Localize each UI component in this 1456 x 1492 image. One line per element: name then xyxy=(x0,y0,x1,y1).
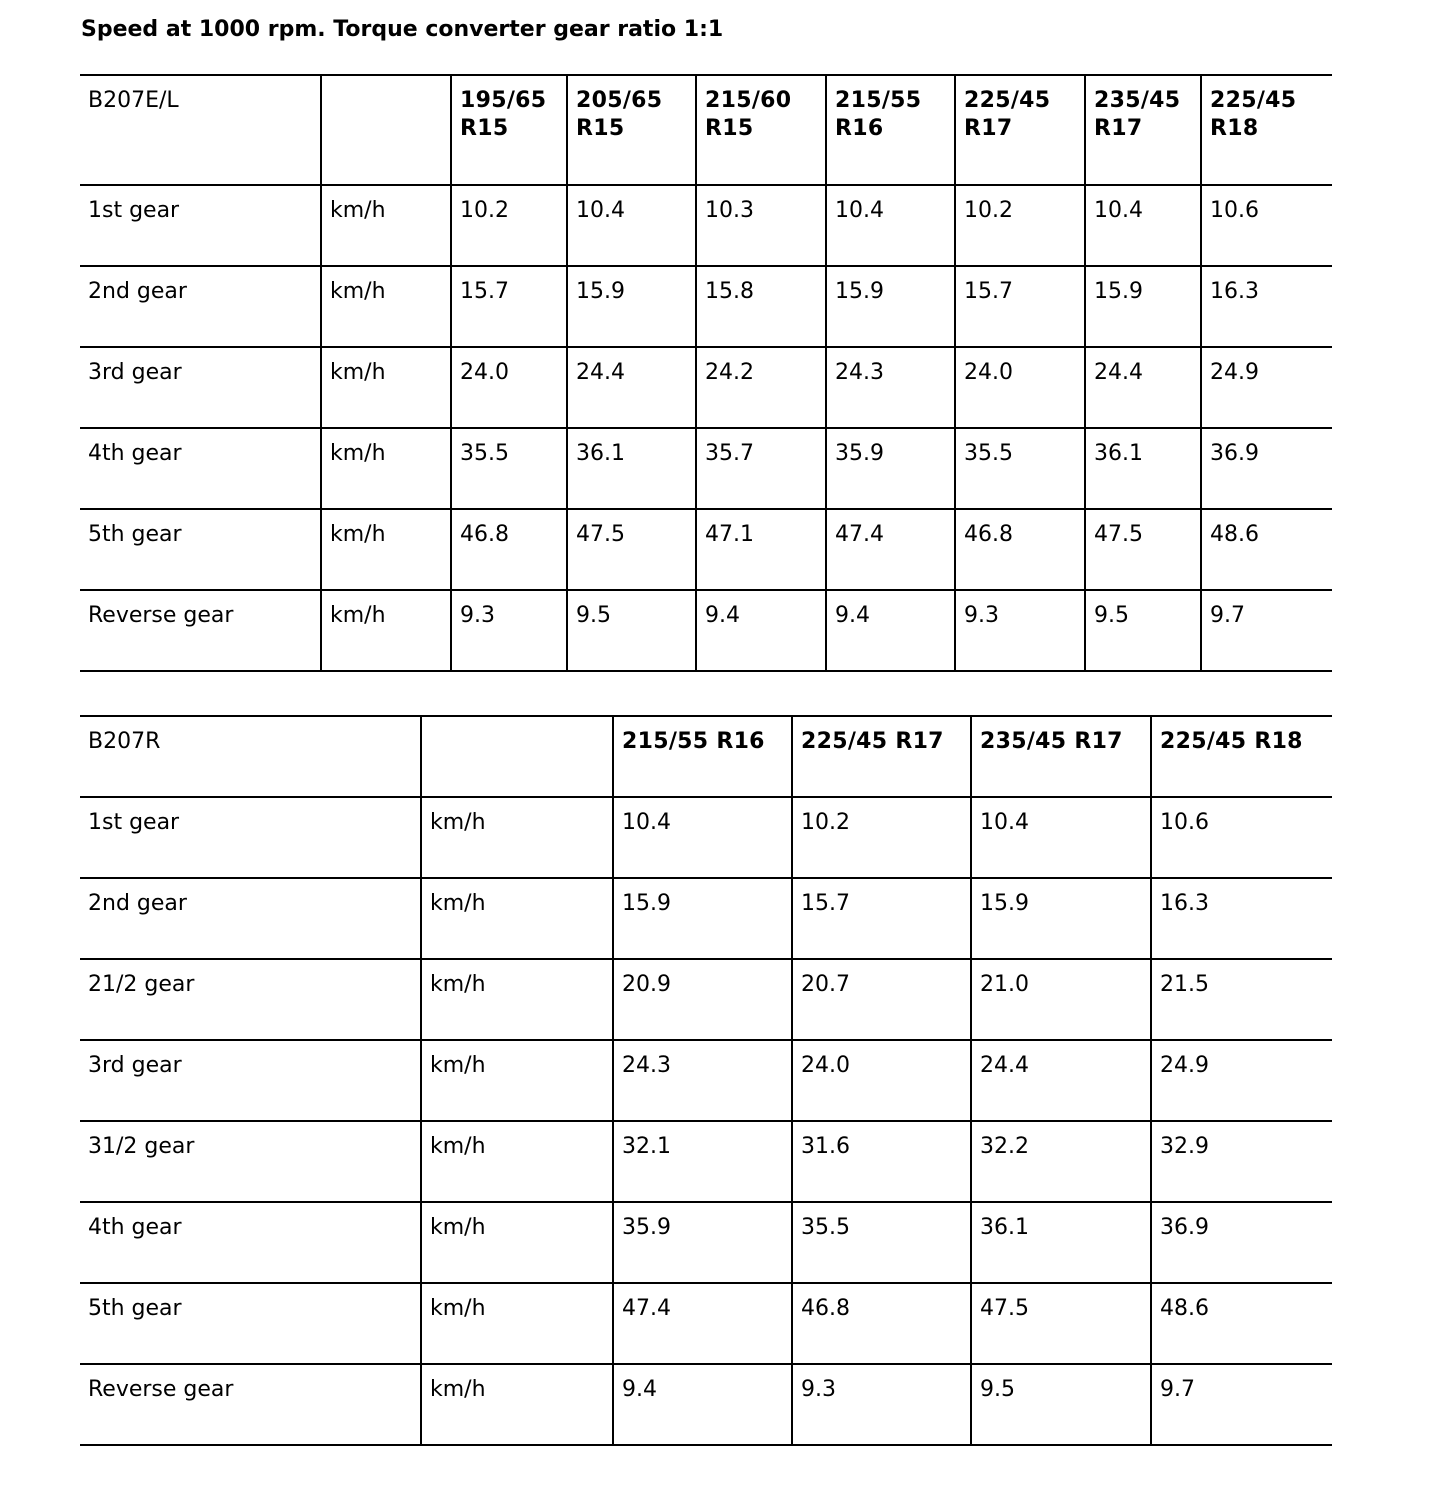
speed-value: 35.5 xyxy=(792,1202,971,1283)
speed-table-b207el xyxy=(80,74,1332,672)
unit-header-cell xyxy=(321,75,451,185)
rim-size: R17 xyxy=(1094,116,1143,141)
tire-size-header xyxy=(1085,75,1201,185)
gear-label: 21/2 gear xyxy=(80,959,421,1040)
speed-value: 10.4 xyxy=(971,797,1151,878)
speed-value: 24.4 xyxy=(1085,347,1201,428)
gear-label: 31/2 gear xyxy=(80,1121,421,1202)
unit-label: km/h xyxy=(321,266,451,347)
rim-size: R15 xyxy=(576,116,625,141)
table-row xyxy=(80,878,1332,959)
speed-value: 47.1 xyxy=(696,509,826,590)
tire-size-header xyxy=(955,75,1085,185)
speed-value: 35.5 xyxy=(955,428,1085,509)
table-row xyxy=(80,347,1332,428)
rim-size: R17 xyxy=(964,116,1013,141)
speed-value: 15.7 xyxy=(451,266,567,347)
speed-value: 46.8 xyxy=(955,509,1085,590)
table-row xyxy=(80,266,1332,347)
speed-value: 10.6 xyxy=(1201,185,1332,266)
table-row xyxy=(80,590,1332,671)
unit-label: km/h xyxy=(421,1121,613,1202)
unit-label: km/h xyxy=(421,1040,613,1121)
speed-value: 36.9 xyxy=(1201,428,1332,509)
speed-value: 9.3 xyxy=(955,590,1085,671)
rim-size: R16 xyxy=(835,116,884,141)
tire-size: 225/45 xyxy=(964,88,1051,113)
speed-value: 31.6 xyxy=(792,1121,971,1202)
table-header-row xyxy=(80,75,1332,185)
speed-value: 24.3 xyxy=(826,347,955,428)
tire-size: 235/45 xyxy=(1094,88,1181,113)
speed-value: 15.9 xyxy=(826,266,955,347)
table-row xyxy=(80,1121,1332,1202)
model-label: B207R xyxy=(80,716,421,797)
speed-value: 15.9 xyxy=(567,266,696,347)
table-row xyxy=(80,797,1332,878)
tire-size-header xyxy=(567,75,696,185)
speed-value: 15.9 xyxy=(1085,266,1201,347)
speed-value: 9.3 xyxy=(451,590,567,671)
unit-label: km/h xyxy=(321,347,451,428)
speed-value: 47.4 xyxy=(826,509,955,590)
tire-size: 215/60 xyxy=(705,88,792,113)
gear-label: Reverse gear xyxy=(80,1364,421,1445)
table-row xyxy=(80,1283,1332,1364)
unit-label: km/h xyxy=(321,428,451,509)
speed-value: 16.3 xyxy=(1151,878,1332,959)
speed-value: 10.4 xyxy=(613,797,792,878)
unit-label: km/h xyxy=(321,185,451,266)
tire-size-header xyxy=(696,75,826,185)
speed-value: 10.4 xyxy=(567,185,696,266)
speed-value: 9.5 xyxy=(971,1364,1151,1445)
speed-value: 10.4 xyxy=(1085,185,1201,266)
speed-value: 24.0 xyxy=(955,347,1085,428)
model-label: B207E/L xyxy=(80,75,321,185)
tire-size-header xyxy=(1201,75,1332,185)
speed-value: 36.1 xyxy=(971,1202,1151,1283)
unit-label: km/h xyxy=(421,1364,613,1445)
tire-size-header: 215/55 R16 xyxy=(613,716,792,797)
gear-label: 4th gear xyxy=(80,1202,421,1283)
rim-size: R15 xyxy=(460,116,509,141)
speed-value: 35.9 xyxy=(826,428,955,509)
speed-value: 32.2 xyxy=(971,1121,1151,1202)
rim-size: R18 xyxy=(1210,116,1259,141)
rim-size: R15 xyxy=(705,116,754,141)
speed-value: 9.4 xyxy=(826,590,955,671)
speed-value: 20.7 xyxy=(792,959,971,1040)
table-row xyxy=(80,185,1332,266)
speed-value: 48.6 xyxy=(1201,509,1332,590)
speed-table-b207r xyxy=(80,715,1332,1446)
page-title: Speed at 1000 rpm. Torque converter gear ratio 1:1 xyxy=(81,17,724,42)
speed-value: 9.5 xyxy=(1085,590,1201,671)
speed-value: 47.5 xyxy=(567,509,696,590)
gear-label: 3rd gear xyxy=(80,1040,421,1121)
unit-label: km/h xyxy=(421,797,613,878)
speed-value: 10.6 xyxy=(1151,797,1332,878)
gear-label: Reverse gear xyxy=(80,590,321,671)
gear-label: 1st gear xyxy=(80,797,421,878)
speed-value: 15.7 xyxy=(792,878,971,959)
speed-value: 9.3 xyxy=(792,1364,971,1445)
gear-label: 5th gear xyxy=(80,1283,421,1364)
table-row xyxy=(80,428,1332,509)
speed-value: 10.2 xyxy=(792,797,971,878)
speed-value: 21.5 xyxy=(1151,959,1332,1040)
speed-value: 9.4 xyxy=(613,1364,792,1445)
speed-value: 47.5 xyxy=(971,1283,1151,1364)
tire-size: 205/65 xyxy=(576,88,663,113)
speed-value: 9.7 xyxy=(1151,1364,1332,1445)
table-row xyxy=(80,1040,1332,1121)
table-header-row xyxy=(80,716,1332,797)
speed-value: 36.1 xyxy=(567,428,696,509)
speed-value: 24.0 xyxy=(792,1040,971,1121)
table-row xyxy=(80,1364,1332,1445)
unit-header-cell xyxy=(421,716,613,797)
speed-value: 24.4 xyxy=(567,347,696,428)
speed-value: 15.9 xyxy=(971,878,1151,959)
tire-size-header: 225/45 R18 xyxy=(1151,716,1332,797)
tire-size: 195/65 xyxy=(460,88,547,113)
speed-value: 10.4 xyxy=(826,185,955,266)
speed-value: 24.2 xyxy=(696,347,826,428)
unit-label: km/h xyxy=(321,590,451,671)
table-row xyxy=(80,959,1332,1040)
gear-label: 5th gear xyxy=(80,509,321,590)
speed-value: 32.9 xyxy=(1151,1121,1332,1202)
gear-label: 1st gear xyxy=(80,185,321,266)
unit-label: km/h xyxy=(421,878,613,959)
speed-value: 9.7 xyxy=(1201,590,1332,671)
unit-label: km/h xyxy=(421,959,613,1040)
speed-value: 32.1 xyxy=(613,1121,792,1202)
speed-value: 35.5 xyxy=(451,428,567,509)
speed-value: 36.1 xyxy=(1085,428,1201,509)
speed-value: 15.7 xyxy=(955,266,1085,347)
unit-label: km/h xyxy=(421,1202,613,1283)
speed-value: 9.4 xyxy=(696,590,826,671)
unit-label: km/h xyxy=(321,509,451,590)
speed-value: 15.9 xyxy=(613,878,792,959)
tire-size-header: 225/45 R17 xyxy=(792,716,971,797)
speed-value: 35.7 xyxy=(696,428,826,509)
tire-size: 225/45 xyxy=(1210,88,1297,113)
speed-value: 10.3 xyxy=(696,185,826,266)
speed-value: 35.9 xyxy=(613,1202,792,1283)
speed-value: 36.9 xyxy=(1151,1202,1332,1283)
speed-value: 21.0 xyxy=(971,959,1151,1040)
speed-value: 24.9 xyxy=(1151,1040,1332,1121)
speed-value: 24.4 xyxy=(971,1040,1151,1121)
speed-value: 46.8 xyxy=(792,1283,971,1364)
speed-value: 24.9 xyxy=(1201,347,1332,428)
tire-size: 215/55 xyxy=(835,88,922,113)
speed-value: 46.8 xyxy=(451,509,567,590)
speed-value: 47.4 xyxy=(613,1283,792,1364)
tire-size-header xyxy=(826,75,955,185)
speed-value: 24.3 xyxy=(613,1040,792,1121)
speed-value: 16.3 xyxy=(1201,266,1332,347)
table-row xyxy=(80,509,1332,590)
speed-value: 10.2 xyxy=(451,185,567,266)
gear-label: 3rd gear xyxy=(80,347,321,428)
gear-label: 4th gear xyxy=(80,428,321,509)
speed-value: 15.8 xyxy=(696,266,826,347)
gear-label: 2nd gear xyxy=(80,878,421,959)
speed-value: 24.0 xyxy=(451,347,567,428)
speed-value: 9.5 xyxy=(567,590,696,671)
speed-value: 20.9 xyxy=(613,959,792,1040)
speed-value: 10.2 xyxy=(955,185,1085,266)
speed-value: 48.6 xyxy=(1151,1283,1332,1364)
tire-size-header: 235/45 R17 xyxy=(971,716,1151,797)
speed-value: 47.5 xyxy=(1085,509,1201,590)
table-row xyxy=(80,1202,1332,1283)
gear-label: 2nd gear xyxy=(80,266,321,347)
unit-label: km/h xyxy=(421,1283,613,1364)
tire-size-header xyxy=(451,75,567,185)
